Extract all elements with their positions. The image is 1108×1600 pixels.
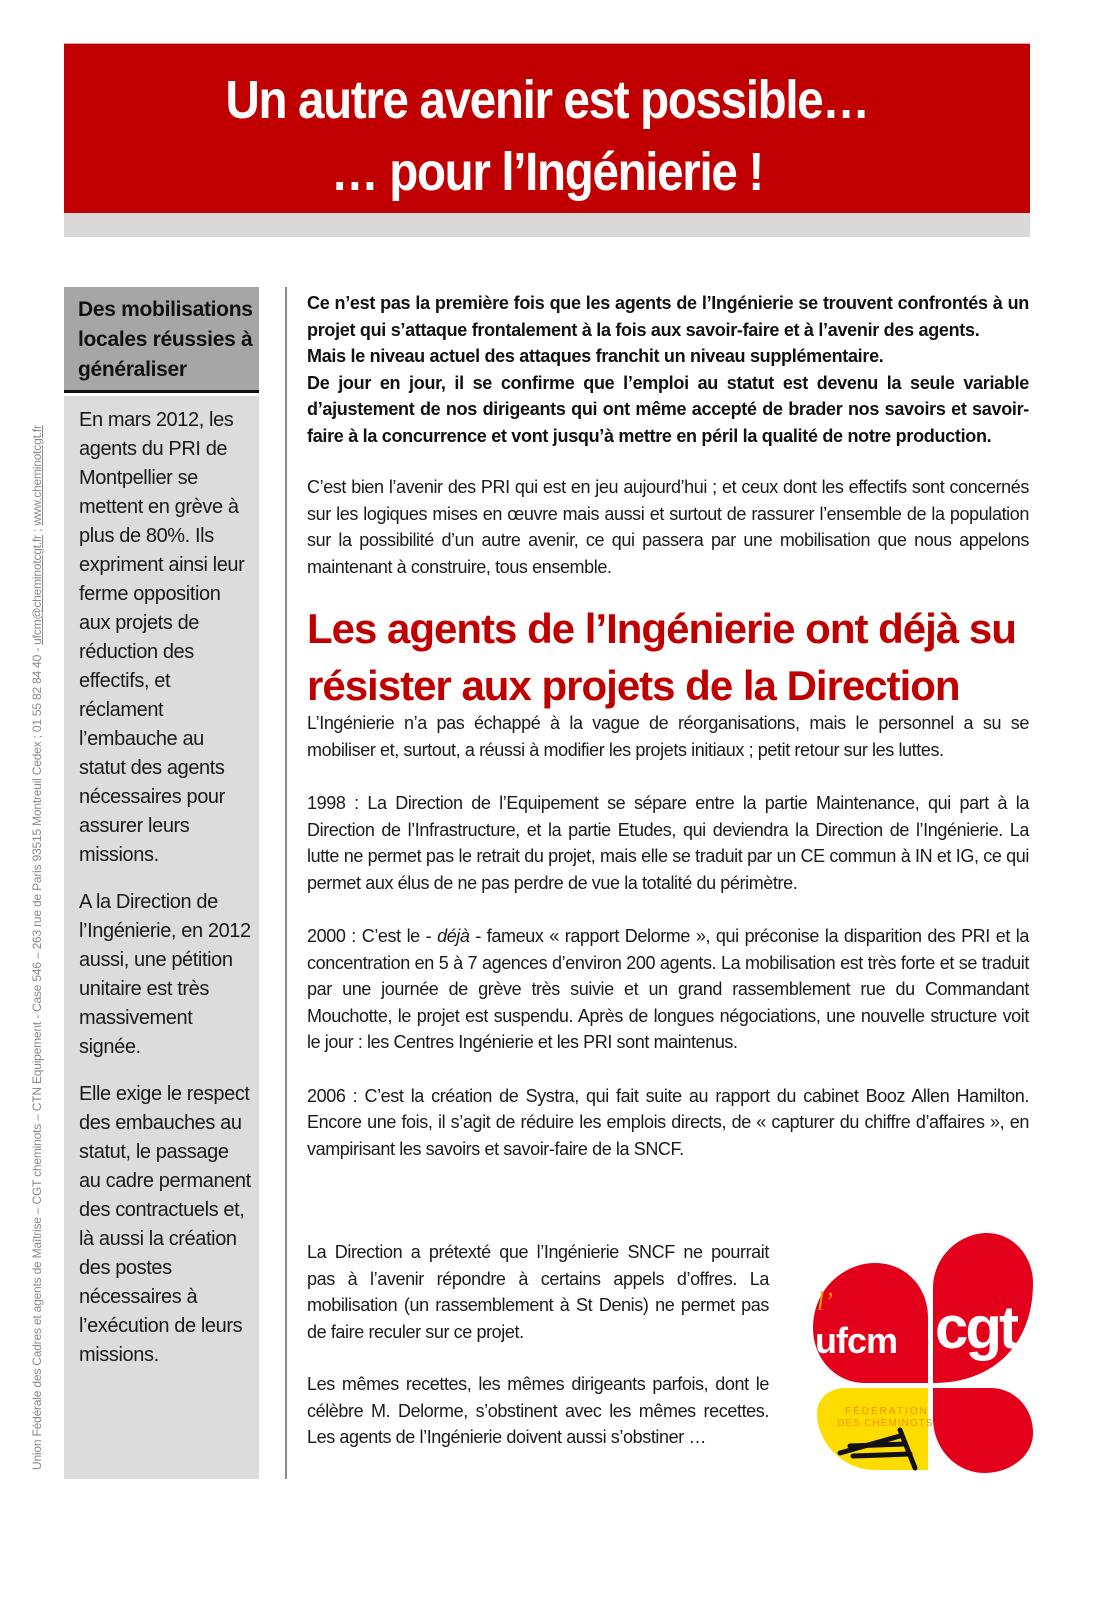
history-2000-rest: - fameux « rapport Delorme », qui préconise la disparition des PRI et la concentration en 5 à 7 agences d’environ 200 agents. La mobilisation est très forte et se traduit par une journée de grève très suivie et un grand rassemblement rue du Commandant Mouchotte, le projet est suspendu. Après de longues négociations, une nouvelle structure voit le jour : les Centres Ingénierie et les PRI sont maintenus.: [307, 926, 1029, 1052]
intro-line-2: Mais le niveau actuel des attaques franchit un niveau supplémentaire.: [307, 346, 884, 366]
sidebar-paragraph-montpellier: En mars 2012, les agents du PRI de Montpellier se mettent en grève à plus de 80%. Ils expriment ainsi leur ferme opposition aux projets de réduction des effectifs, et réclament l’embauche au statut des agents nécessaires pour assurer leurs missions.: [79, 409, 245, 866]
history-2006: 2006 : C’est la création de Systra, qui fait suite au rapport du cabinet Booz Allen Hamilton. Encore une fois, il s’agit de réduire les emplois directs, de « capturer du chiffre d’affaires », en vampirisant les savoirs et savoir-faire de la SNCF.: [307, 1085, 1029, 1159]
title-banner: [64, 43, 1030, 214]
intro-line-3: De jour en jour, il se confirme que l’emploi au statut est devenu la seule variable d’ajustement de nos dirigeants qui ont même accepté de brader nos savoirs et savoir-faire à la concurrence et vont jusqu’à mettre en péril la qualité de notre production.: [307, 372, 1029, 446]
federation-line-2: DES CHEMINOTS: [837, 1418, 934, 1429]
website-link[interactable]: www.cheminotcgt.fr: [30, 425, 44, 526]
logo-graphic: [805, 1228, 1035, 1473]
red-petal-bottom: [933, 1388, 1033, 1473]
main-column: [307, 290, 1029, 1162]
history-2000-italic: déjà: [437, 926, 470, 946]
address-separator: ;: [30, 525, 44, 536]
side-address: [30, 400, 48, 1470]
section-intro: L’Ingénierie n’a pas échappé à la vague de réorganisations, mais le personnel a su se mobiliser et, surtout, a réussi à modifier les projets initiaux ; petit retour sur les luttes.: [307, 713, 1029, 760]
federation-line-1: FÉDÉRATION: [845, 1406, 929, 1417]
title-line-1: Un autre avenir est possible…: [225, 70, 869, 130]
address-text: Union Fédérale des Cadres et agents de Maîtrise – CGT cheminots – CTN Equipement - Case 546 – 263 rue de Paris 93515 Montreuil Cedex ; 01 55 82 84 40 -: [30, 644, 44, 1470]
history-2000-prefix: 2000 : C’est le -: [307, 926, 438, 946]
sidebar-body: [64, 396, 259, 1479]
bottom-text: [307, 1239, 769, 1451]
title-line-2: … pour l’Ingénierie !: [331, 142, 763, 202]
closing-paragraph: Les mêmes recettes, les mêmes dirigeants parfois, dont le célèbre M. Delorme, s’obstinent avec les mêmes recettes. Les agents de l’Ingénierie doivent aussi s’obstiner …: [307, 1374, 769, 1447]
email-link[interactable]: ufcm@cheminotcgt.fr: [30, 535, 44, 645]
sidebar-heading: Des mobilisations locales réussies à généraliser: [64, 287, 259, 393]
history-2000: [307, 923, 1029, 1056]
avenir-paragraph: C’est bien l’avenir des PRI qui est en jeu aujourd’hui ; et ceux dont les effectifs sont concernés sur les logiques mises en œuvre mais aussi et surtout de rassurer l’ensemble de la population sur la possibilité d’un autre avenir, ce qui passera par une mobilisation que nous appelons maintenant à construire, tous ensemble.: [307, 477, 1029, 577]
banner-shadow: [64, 213, 1030, 237]
cgt-text: cgt: [935, 1294, 1016, 1361]
ufcm-prefix-text: l’: [817, 1287, 833, 1316]
intro-line-1: Ce n’est pas la première fois que les agents de l’Ingénierie se trouvent confrontés à un projet qui s’attaque frontalement à la fois aux savoir-faire et à l’avenir des agents.: [307, 293, 1029, 340]
column-divider: [285, 287, 287, 1479]
intro-block: [307, 290, 1029, 449]
sidebar-paragraph-demands: Elle exige le respect des embauches au statut, le passage au cadre permanent des contractuels et, là aussi la création des postes nécessaires à l’exécution de leurs missions.: [79, 1083, 251, 1366]
ufcm-text: ufcm: [815, 1320, 898, 1361]
ufcm-cgt-logo: [805, 1228, 1035, 1473]
history-1998: 1998 : La Direction de l’Equipement se sépare entre la partie Maintenance, qui part à la Direction de l’Infrastructure, et la partie Etudes, qui deviendra la Direction de l’Ingénierie. La lutte ne permet pas le retrait du projet, mais elle se traduit par un CE commun à IN et IG, ce qui permet aux élus de ne pas perdre de vue la totalité du périmètre.: [307, 793, 1029, 893]
section-title: Les agents de l’Ingénierie ont déjà su résister aux projets de la Direction: [307, 605, 1016, 709]
sidebar-paragraph-petition: A la Direction de l’Ingénierie, en 2012 aussi, une pétition unitaire est très massivement signée.: [79, 891, 251, 1058]
direction-paragraph: La Direction a prétexté que l’Ingénierie SNCF ne pourrait pas à l’avenir répondre à certains appels d’offres. La mobilisation (un rassemblement à St Denis) ne permet pas de faire reculer sur ce projet.: [307, 1242, 769, 1342]
